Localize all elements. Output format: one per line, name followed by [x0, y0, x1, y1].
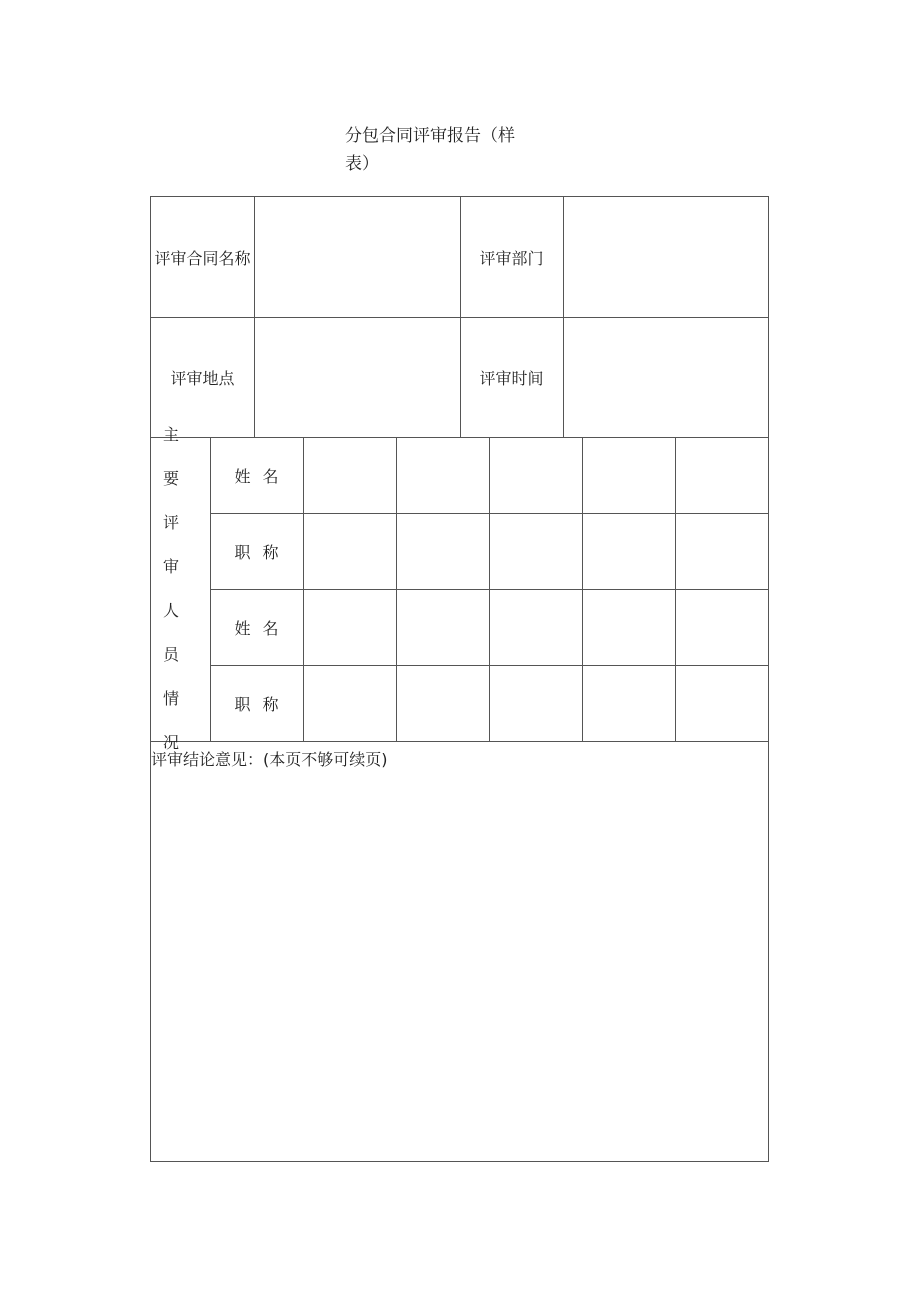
group-label-line: 情况 [163, 689, 192, 752]
page-title [345, 122, 545, 178]
row-label-title: 职称 [234, 542, 291, 562]
group-label-line: 评审 [163, 513, 192, 576]
col-divider [582, 437, 583, 741]
review-form [150, 196, 769, 1162]
label-review-department: 评审部门 [479, 248, 544, 268]
col-divider [489, 437, 490, 741]
conclusion-label: 评审结论意见：(本页不够可续页) [151, 750, 388, 769]
col-divider [303, 437, 304, 741]
field-review-time[interactable] [563, 317, 768, 437]
group-label-line: 人员 [163, 601, 192, 664]
group-label-line: 主要 [163, 425, 192, 488]
row-label-title: 职称 [234, 694, 291, 714]
col-divider [396, 437, 397, 741]
title-line-1: 分包合同评审报告（样 [345, 126, 515, 146]
personnel-group-label [151, 425, 210, 752]
col-divider [675, 437, 676, 741]
label-contract-name: 评审合同名称 [154, 248, 251, 268]
title-line-2: 表） [345, 154, 379, 174]
row-label-name: 姓名 [234, 618, 291, 638]
row-label-name: 姓名 [234, 466, 291, 486]
label-review-time: 评审时间 [479, 368, 544, 388]
field-review-department[interactable] [563, 197, 768, 317]
field-contract-name[interactable] [254, 197, 460, 317]
field-review-location[interactable] [254, 317, 460, 437]
conclusion-area[interactable] [151, 741, 768, 1161]
label-review-location: 评审地点 [170, 368, 235, 388]
